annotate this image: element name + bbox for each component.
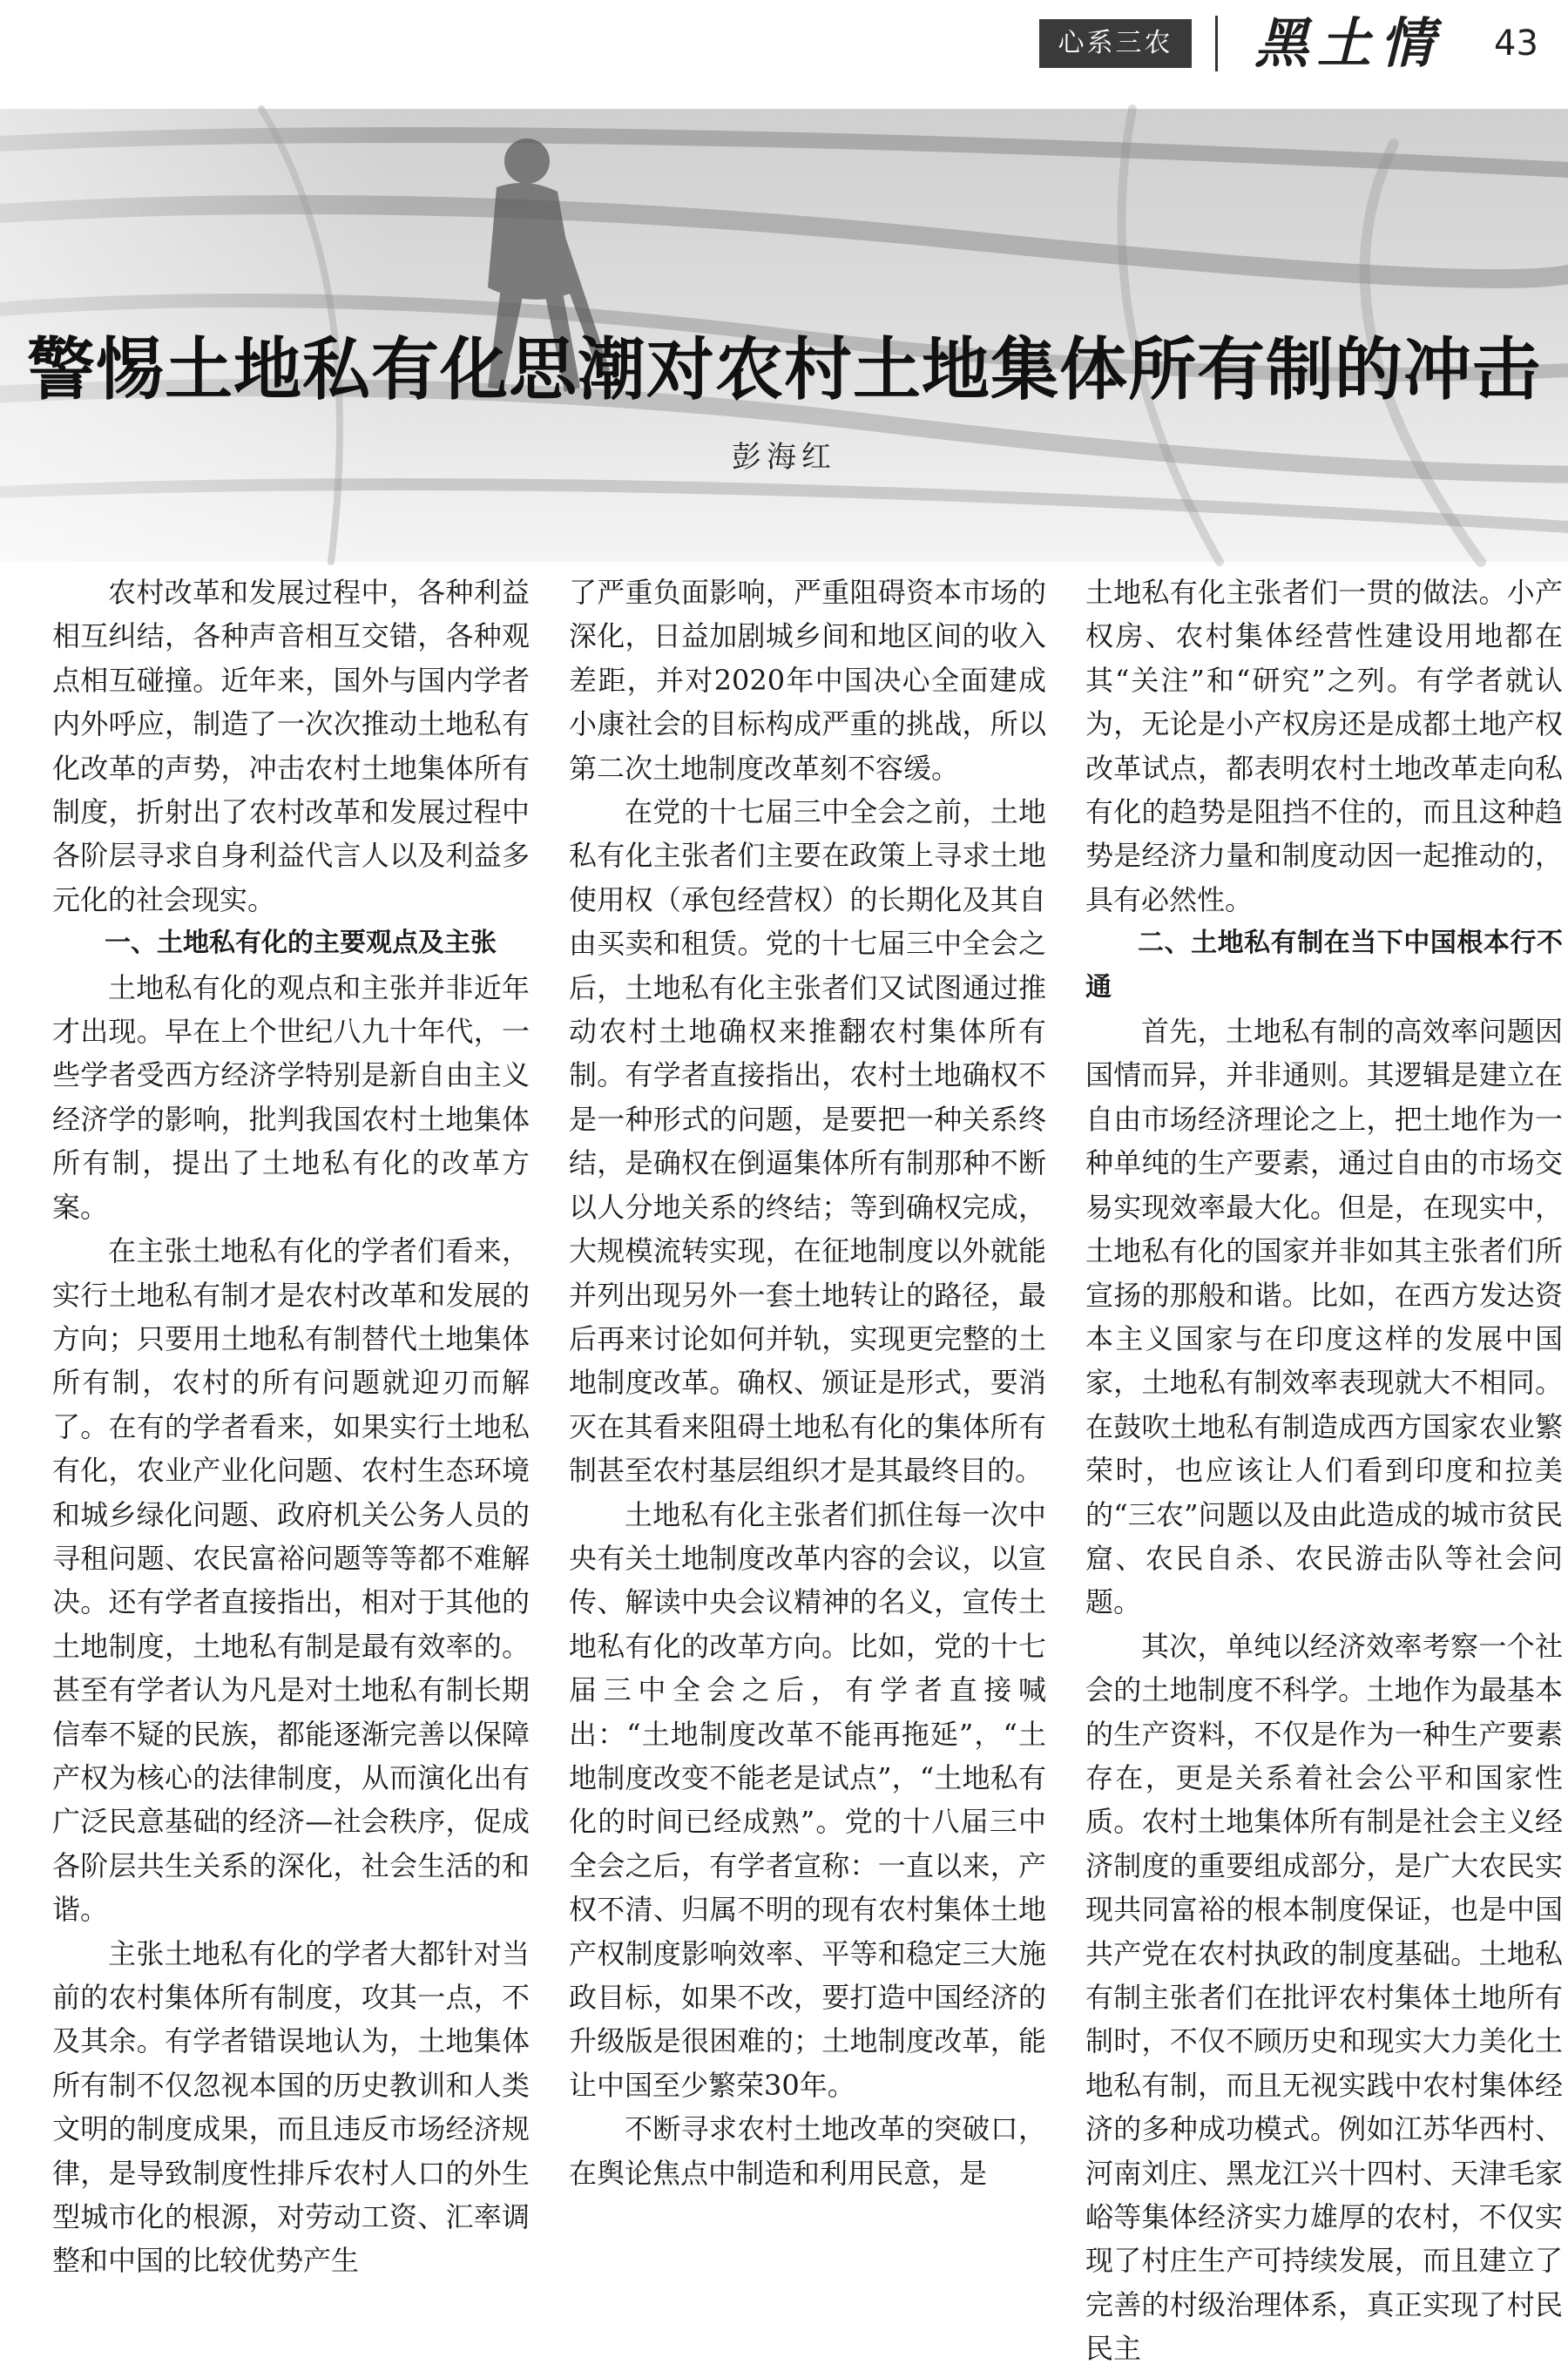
paragraph: 首先，土地私有制的高效率问题因国情而异，并非通则。其逻辑是建立在自由市场经济理论之上，把土地作为一种单纯的生产要素，通过自由的市场交易实现效率最大化。但是，在现实中，土地私有化的国家并非如其主张者们所宣扬的那般和谐。比如，在西方发达资本主义国家与在印度这样的发展中国家，土地私有制效率表现就大不相同。在鼓吹土地私有制造成西方国家农业繁荣时，也应该让人们看到印度和拉美的“三农”问题以及由此造成的城市贫民窟、农民自杀、农民游击队等社会问题。 [1085, 1015, 1563, 1619]
text-column-2 [569, 571, 1046, 2253]
paragraph-continued: 土地私有化主张者们一贯的做法。小产权房、农村集体经营性建设用地都在其“关注”和“研究”之列。有学者就认为，无论是小产权房还是成都土地产权改革试点，都表明农村土地改革走向私有化的趋势是阻挡不住的，而且这种趋势是经济力量和制度动因一起推动的，具有必然性。 [1085, 576, 1563, 916]
paragraph: 其次，单纯以经济效率考察一个社会的土地制度不科学。土地作为最基本的生产资料，不仅是作为一种生产要素存在，更是关系着社会公平和国家性质。农村土地集体所有制是社会主义经济制度的重要组成部分，是广大农民实现共同富裕的根本制度保证，也是中国共产党在农村执政的制度基础。土地私有制主张者们在批评农村集体土地所有制时，不仅不顾历史和现实大力美化土地私有制，而且无视实践中农村集体经济的多种成功模式。例如江苏华西村、河南刘庄、黑龙江兴十四村、天津毛家峪等集体经济实力雄厚的农村，不仅实现了村庄生产可持续发展，而且建立了完善的村级治理体系，真正实现了村民民主 [1085, 1629, 1563, 2366]
header-divider [1215, 16, 1218, 71]
page-number: 43 [1494, 24, 1538, 64]
section-heading: 一、土地私有化的主要观点及主张 [105, 928, 497, 959]
text-column-3 [1085, 571, 1563, 2366]
paragraph: 在党的十七届三中全会之前，土地私有化主张者们主要在政策上寻求土地使用权（承包经营权）的长期化及其自由买卖和租赁。党的十七届三中全会之后，土地私有化主张者们又试图通过推动农村土地确权来推翻农村集体所有制。有学者直接指出，农村土地确权不是一种形式的问题，是要把一种关系终结，是确权在倒逼集体所有制那种不断以人分地关系的终结；等到确权完成，大规模流转实现，在征地制度以外就能并列出现另外一套土地转让的路径，最后再来讨论如何并轨，实现更完整的土地制度改革。确权、颁证是形式，要消灭在其看来阻碍土地私有化的集体所有制甚至农村基层组织才是其最终目的。 [569, 795, 1046, 1488]
paragraph: 土地私有化的观点和主张并非近年才出现。早在上个世纪八九十年代，一些学者受西方经济学特别是新自由主义经济学的影响，批判我国农村土地集体所有制，提出了土地私有化的改革方案。 [52, 970, 530, 1224]
text-column-1 [52, 571, 530, 2278]
section-heading: 二、土地私有制在当下中国根本行不通 [1085, 928, 1563, 1003]
magazine-logo: 黑土情 [1254, 11, 1443, 75]
section-label: 心系三农 [1039, 19, 1192, 68]
paragraph: 农村改革和发展过程中，各种利益相互纠结，各种声音相互交错，各种观点相互碰撞。近年来，国外与国内学者内外呼应，制造了一次次推动土地私有化改革的声势，冲击农村土地集体所有制度，折射出了农村改革和发展过程中各阶层寻求自身利益代言人以及利益多元化的社会现实。 [52, 576, 530, 916]
paragraph: 不断寻求农村土地改革的突破口，在舆论焦点中制造和利用民意，是 [569, 2112, 1046, 2190]
paragraph-continued: 了严重负面影响，严重阻碍资本市场的深化，日益加剧城乡间和地区间的收入差距，并对2020年中国决心全面建成小康社会的目标构成严重的挑战，所以第二次土地制度改革刻不容缓。 [569, 576, 1046, 785]
paragraph: 土地私有化主张者们抓住每一次中央有关土地制度改革内容的会议，以宣传、解读中央会议精神的名义，宣传土地私有化的改革方向。比如，党的十七届三中全会之后，有学者直接喊出：“土地制度改革不能再拖延”，“土地制度改变不能老是试点”，“土地私有化的时间已经成熟”。党的十八届三中全会之后，有学者宣称：一直以来，产权不清、归属不明的现有农村集体土地产权制度影响效率、平等和稳定三大施政目标，如果不改，要打造中国经济的升级版是很困难的；土地制度改革，能让中国至少繁荣30年。 [569, 1497, 1046, 2102]
paragraph: 在主张土地私有化的学者们看来，实行土地私有制才是农村改革和发展的方向；只要用土地私有制替代土地集体所有制，农村的所有问题就迎刃而解了。在有的学者看来，如果实行土地私有化，农业产业化问题、农村生态环境和城乡绿化问题、政府机关公务人员的寻租问题、农民富裕问题等等都不难解决。还有学者直接指出，相对于其他的土地制度，土地私有制是最有效率的。甚至有学者认为凡是对土地私有制长期信奉不疑的民族，都能逐渐完善以保障产权为核心的法律制度，从而演化出有广泛民意基础的经济—社会秩序，促成各阶层共生关系的深化，社会生活的和谐。 [52, 1234, 530, 1927]
paragraph: 主张土地私有化的学者大都针对当前的农村集体所有制度，攻其一点，不及其余。有学者错误地认为，土地集体所有制不仅忽视本国的历史教训和人类文明的制度成果，而且违反市场经济规律，是导致制度性排斥农村人口的外生型城市化的根源，对劳动工资、汇率调整和中国的比较优势产生 [52, 1936, 530, 2278]
article-title: 警惕土地私有化思潮对农村土地集体所有制的冲击 [26, 330, 1541, 409]
author-byline: 彭海红 [732, 440, 836, 475]
running-header [0, 0, 1568, 105]
article-body [52, 571, 1564, 2366]
